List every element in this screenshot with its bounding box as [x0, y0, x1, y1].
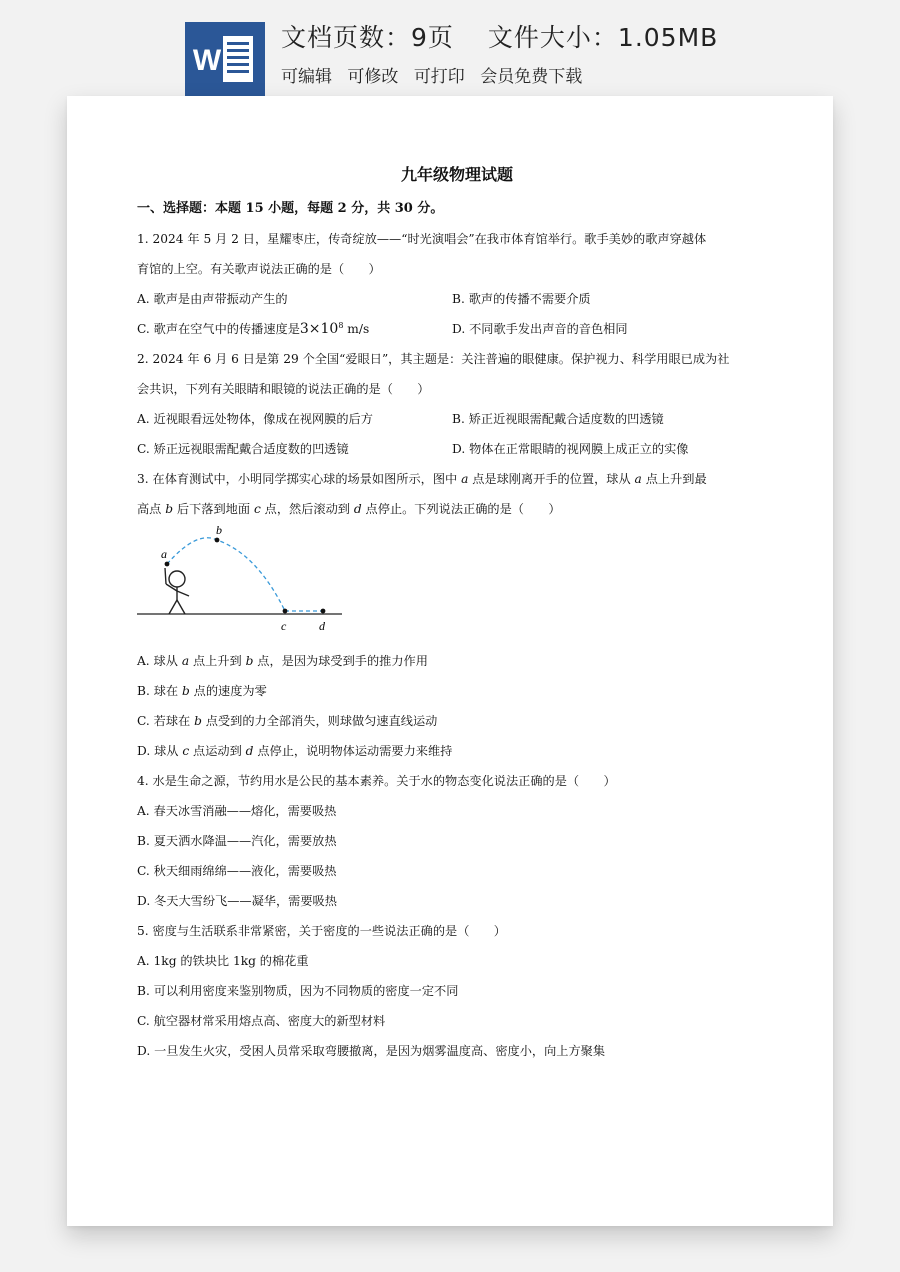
q5-stem: 5. 密度与生活联系非常紧密，关于密度的一些说法正确的是（ ） — [137, 924, 506, 938]
point-d — [321, 609, 326, 614]
file-size: 文件大小：1.05MB — [487, 23, 719, 52]
word-icon-letter: W — [192, 44, 222, 77]
q4-option-d: D. 冬天大雪纷飞——凝华，需要吸热 — [137, 894, 337, 908]
q3-option-b: B. 球在 b 点的速度为零 — [137, 684, 267, 698]
q2-option-c: C. 矫正远视眼需配戴合适度数的凹透镜 — [137, 442, 349, 456]
document-page — [67, 96, 833, 1226]
feature-printable: 可打印 — [413, 67, 465, 87]
q2-stem-line1: 2. 2024 年 6 月 6 日是第 29 个全国“爱眼日”，其主题是：关注普遍的眼健康。保护视力、科学用眼已成为社 — [137, 352, 730, 366]
q4-option-b: B. 夏天洒水降温——汽化，需要放热 — [137, 834, 337, 848]
q2-option-b: B. 矫正近视眼需配戴合适度数的凹透镜 — [452, 412, 664, 426]
section-heading: 一、选择题：本题 15 小题，每题 2 分，共 30 分。 — [137, 201, 444, 216]
document-meta — [281, 18, 752, 87]
shot-put-figure — [137, 524, 777, 646]
feature-member-download: 会员免费下载 — [480, 67, 583, 87]
feature-editable: 可编辑 — [281, 67, 332, 87]
q5-option-d: D. 一旦发生火灾，受困人员常采取弯腰撤离，是因为烟雾温度高、密度小，向上方聚集 — [137, 1044, 606, 1058]
stick-figure — [165, 568, 189, 614]
label-d: d — [319, 619, 325, 633]
label-b: b — [216, 524, 222, 537]
point-a — [165, 562, 170, 567]
q5-option-c: C. 航空器材常采用熔点高、密度大的新型材料 — [137, 1014, 386, 1028]
word-document-icon — [185, 22, 265, 96]
q2-option-a: A. 近视眼看远处物体，像成在视网膜的后方 — [137, 412, 373, 426]
q4-option-a: A. 春天冰雪消融——熔化，需要吸热 — [137, 804, 337, 818]
feature-modifiable: 可修改 — [347, 67, 399, 87]
point-c — [283, 609, 288, 614]
q2-options-row1 — [137, 404, 777, 434]
q1-stem-line2: 育馆的上空。有关歌声说法正确的是（ ） — [137, 262, 381, 276]
q1-option-a: A. 歌声是由声带振动产生的 — [137, 292, 288, 306]
q1-option-b: B. 歌声的传播不需要介质 — [452, 292, 591, 306]
shot-put-diagram — [137, 524, 357, 646]
label-a: a — [161, 547, 167, 561]
exam-title: 九年级物理试题 — [400, 165, 513, 184]
trajectory-curve — [167, 538, 285, 611]
document-header — [0, 0, 900, 100]
q5-option-b: B. 可以利用密度来鉴别物质，因为不同物质的密度一定不同 — [137, 984, 459, 998]
q5-option-a: A. 1kg 的铁块比 1kg 的棉花重 — [137, 954, 309, 968]
q3-option-c: C. 若球在 b 点受到的力全部消失，则球做匀速直线运动 — [137, 714, 438, 728]
page-content — [137, 158, 777, 1066]
q2-options-row2 — [137, 434, 777, 464]
q1-options-row1 — [137, 284, 777, 314]
q2-option-d: D. 物体在正常眼睛的视网膜上成正立的实像 — [452, 442, 689, 456]
point-b — [215, 538, 220, 543]
q3-option-a: A. 球从 a 点上升到 b 点，是因为球受到手的推力作用 — [137, 654, 428, 668]
q4-stem: 4. 水是生命之源，节约用水是公民的基本素养。关于水的物态变化说法正确的是（ ） — [137, 774, 616, 788]
q1-option-c: C. 歌声在空气中的传播速度是$3\times 10^8$ m/s — [137, 320, 370, 337]
q1-stem-line1: 1. 2024 年 5 月 2 日，星耀枣庄，传奇绽放——“时光演唱会”在我市体育馆举行。歌手美妙的歌声穿越体 — [137, 232, 707, 246]
q3-stem-line1: 3. 在体育测试中，小明同学掷实心球的场景如图所示，图中 a 点是球刚离开手的位置，球从 a 点上升到最 — [137, 472, 707, 486]
label-c: c — [281, 619, 287, 633]
page-count: 文档页数：9页 — [281, 23, 454, 52]
q2-stem-line2: 会共识，下列有关眼睛和眼镜的说法正确的是（ ） — [137, 382, 430, 396]
q1-option-d: D. 不同歌手发出声音的音色相同 — [452, 322, 628, 336]
q4-option-c: C. 秋天细雨绵绵——液化，需要吸热 — [137, 864, 337, 878]
q3-stem-line2: 高点 b 后下落到地面 c 点，然后滚动到 d 点停止。下列说法正确的是（ ） — [137, 502, 561, 516]
q3-option-d: D. 球从 c 点运动到 d 点停止，说明物体运动需要力来维持 — [137, 744, 453, 758]
q1-options-row2 — [137, 314, 777, 344]
